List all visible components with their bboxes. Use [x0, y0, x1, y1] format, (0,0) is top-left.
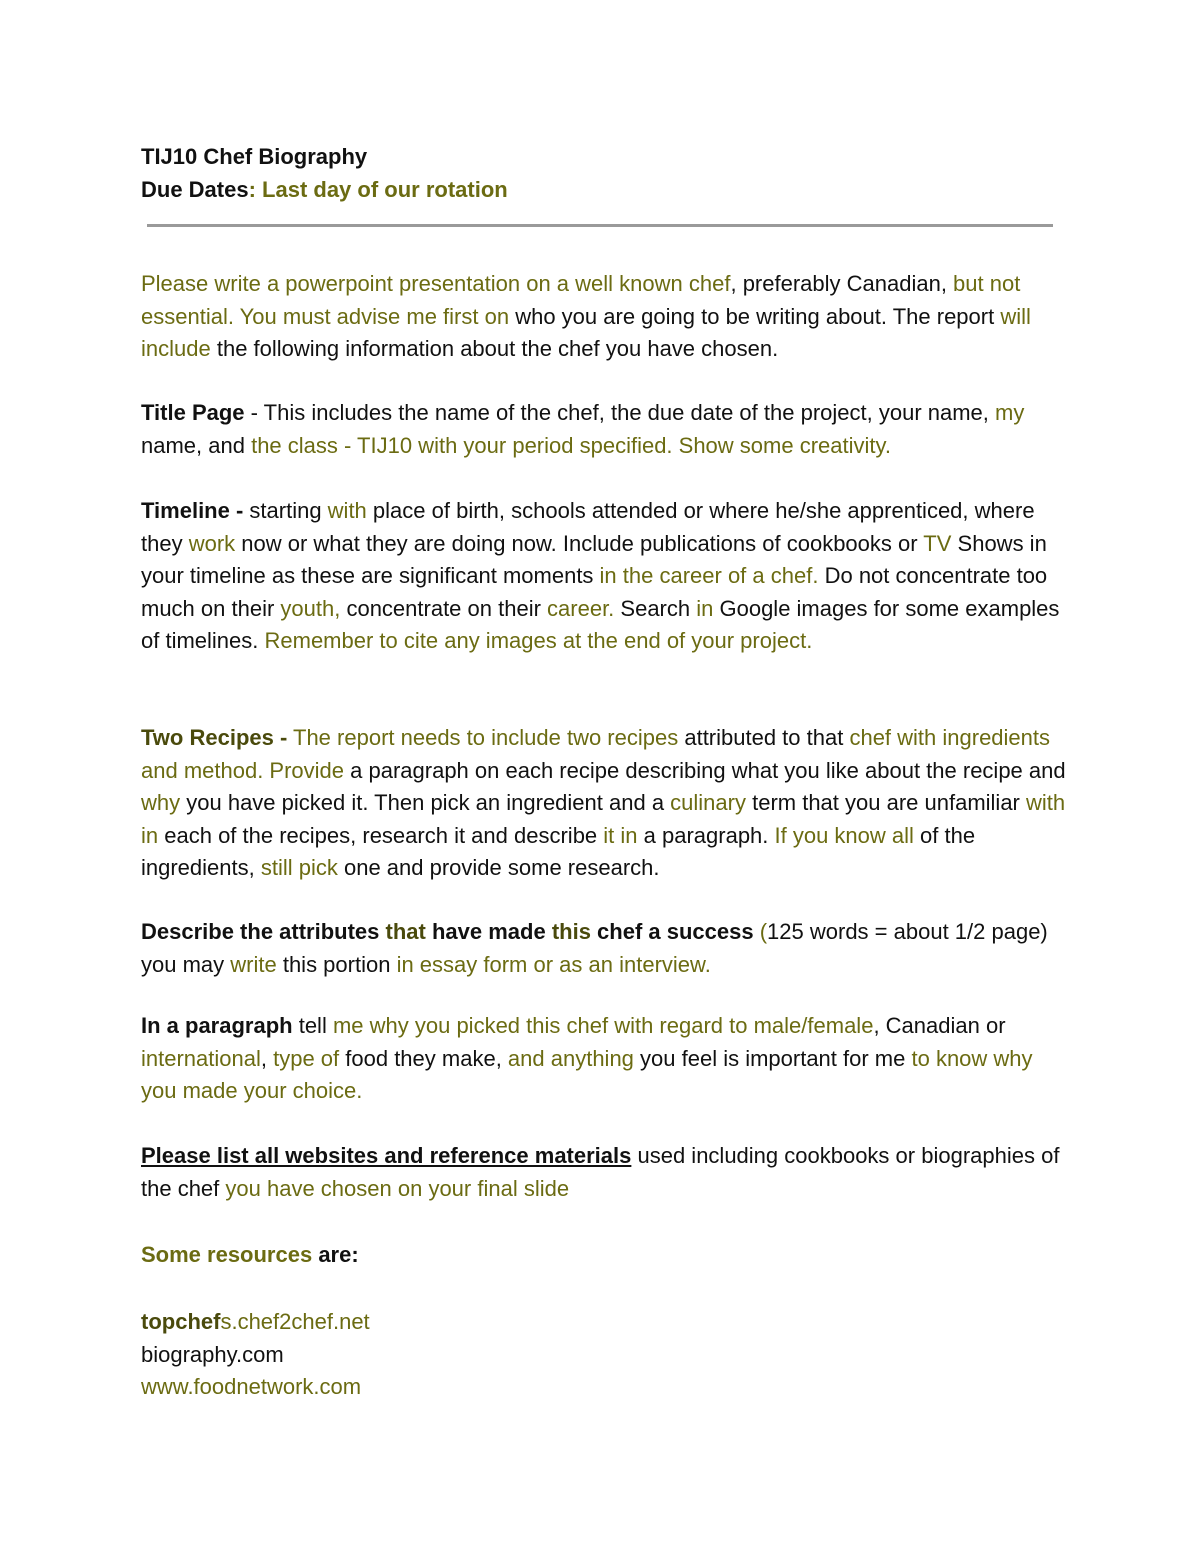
- resources-heading-line: [141, 1239, 1071, 1272]
- timeline-text: youth,: [280, 595, 347, 621]
- resource-links: [141, 1306, 370, 1404]
- recipes-text: attributed to that: [684, 725, 850, 750]
- attributes-text: in essay form or as an interview.: [396, 951, 711, 977]
- timeline-text: concentrate on their: [346, 595, 548, 621]
- timeline-text: Shows in your timeline as these are significant moments: [141, 530, 1047, 588]
- attributes-heading: chef a success: [597, 919, 754, 944]
- title-page-text: name, and: [141, 432, 252, 458]
- resources-heading: Some resources: [141, 1242, 319, 1267]
- intro-text: Please write a powerpoint presentation on a well known chef: [141, 271, 731, 296]
- attributes-heading: this: [551, 919, 598, 944]
- due-dates-colon: :: [248, 177, 256, 202]
- choice-text: to know why you made your choice.: [141, 1045, 1033, 1103]
- recipes-text: culinary: [670, 790, 753, 815]
- recipes-text: with in: [141, 790, 1066, 848]
- horizontal-divider: [147, 224, 1053, 227]
- choice-text: type of: [273, 1045, 346, 1071]
- resource-link-foodnetwork[interactable]: www.foodnetwork.com: [141, 1374, 362, 1399]
- recipes-text: it in: [603, 822, 644, 848]
- references-text: used including cookbooks or biographies of the chef: [141, 1143, 1060, 1201]
- timeline-paragraph: [141, 495, 1071, 658]
- title-page-heading: Title Page: [141, 400, 245, 425]
- choice-text: food they make,: [345, 1045, 508, 1071]
- timeline-text: Search: [620, 595, 697, 621]
- references-heading: Please list all websites and reference materials: [141, 1143, 632, 1168]
- link-text: topchef: [141, 1309, 221, 1334]
- recipes-text: If you know all: [774, 822, 921, 848]
- intro-paragraph: [141, 268, 1071, 366]
- title-page-paragraph: [141, 397, 1071, 462]
- title-page-text: the class - TIJ10 with your period specified. Show some creativity.: [251, 432, 891, 458]
- document-header: [141, 140, 508, 206]
- attributes-text: you may: [141, 951, 231, 977]
- title-page-text: - This includes the name of the chef, the due date of the project, your name,: [244, 400, 996, 425]
- intro-text: but not essential. You must advise me first on: [141, 271, 1021, 329]
- recipes-text: still pick: [260, 855, 344, 880]
- due-dates-value: Last day of our rotation: [255, 177, 508, 202]
- recipes-text: term that you are unfamiliar: [752, 790, 1026, 815]
- recipes-text: a paragraph.: [643, 822, 775, 848]
- choice-text: and anything: [507, 1045, 641, 1071]
- timeline-text: Do not concentrate too much on their: [141, 563, 1048, 621]
- resources-heading: are:: [318, 1242, 359, 1267]
- recipes-text: chef with ingredients and method. Provide: [141, 725, 1051, 783]
- references-text: you have chosen: [225, 1175, 398, 1201]
- timeline-text: with: [327, 498, 373, 523]
- references-text: on your final slide: [397, 1175, 570, 1201]
- timeline-text: in the career of a chef.: [599, 563, 825, 588]
- choice-text: ,: [260, 1045, 274, 1071]
- choice-paragraph: [141, 1010, 1071, 1108]
- recipes-paragraph: [141, 722, 1071, 885]
- references-paragraph: [141, 1140, 1071, 1205]
- recipes-text: each of the recipes, research it and describe: [164, 822, 604, 848]
- intro-text: , preferably Canadian,: [730, 271, 954, 296]
- due-dates-label: Due Dates: [141, 177, 249, 202]
- attributes-heading: have made: [431, 919, 552, 944]
- resource-link-biography[interactable]: biography.com: [141, 1341, 284, 1367]
- choice-text: you feel is important for me: [640, 1045, 912, 1071]
- recipes-text: of the ingredients,: [141, 822, 976, 880]
- document-title: TIJ10 Chef Biography: [141, 144, 368, 169]
- timeline-text: in: [696, 595, 720, 621]
- choice-text: tell: [292, 1013, 333, 1038]
- title-page-text: my: [995, 400, 1025, 425]
- recipes-text: you have picked it. Then pick an ingredient and a: [186, 790, 671, 815]
- intro-text: who you are going to be writing about. The report: [515, 303, 1001, 329]
- intro-text: will include: [141, 303, 1031, 361]
- recipes-text: why: [141, 790, 187, 815]
- intro-text: the following information about the chef you have chosen.: [216, 336, 779, 361]
- recipes-text: one and provide some research.: [343, 855, 660, 880]
- attributes-text: this portion: [282, 951, 397, 977]
- timeline-text: TV: [923, 530, 958, 556]
- attributes-text: write: [230, 951, 283, 977]
- recipes-heading: Two Recipes -: [141, 725, 288, 750]
- resource-link-topchefs[interactable]: [141, 1306, 370, 1339]
- choice-text: international: [141, 1045, 261, 1071]
- timeline-text: now or what they are doing now. Include publications of cookbooks or: [241, 530, 924, 556]
- timeline-text: Google images for some examples of timelines.: [141, 595, 1060, 653]
- timeline-text: starting: [243, 498, 328, 523]
- due-dates-line: [141, 173, 508, 206]
- timeline-text: career.: [547, 595, 621, 621]
- recipes-text: The report needs to include two recipes: [287, 725, 685, 750]
- timeline-heading: Timeline -: [141, 498, 244, 523]
- attributes-text: (: [753, 919, 768, 944]
- attributes-text: 125 words = about 1/2 page): [767, 919, 1048, 944]
- choice-text: me why you picked this chef with regard to male/female: [332, 1013, 874, 1038]
- timeline-text: Remember to cite any images at the end of your project.: [264, 628, 813, 653]
- attributes-heading: that: [385, 919, 432, 944]
- link-text: s.chef2chef.net: [220, 1309, 370, 1334]
- attributes-paragraph: [141, 916, 1071, 981]
- choice-text: , Canadian or: [873, 1013, 1006, 1038]
- timeline-text: work: [188, 530, 242, 556]
- recipes-text: a paragraph on each recipe describing what you like about the recipe and: [350, 757, 1066, 783]
- attributes-heading: Describe the attributes: [141, 919, 386, 944]
- choice-heading: In a paragraph: [141, 1013, 293, 1038]
- timeline-text: place of birth, schools attended or where he/she apprenticed, where they: [141, 498, 1035, 556]
